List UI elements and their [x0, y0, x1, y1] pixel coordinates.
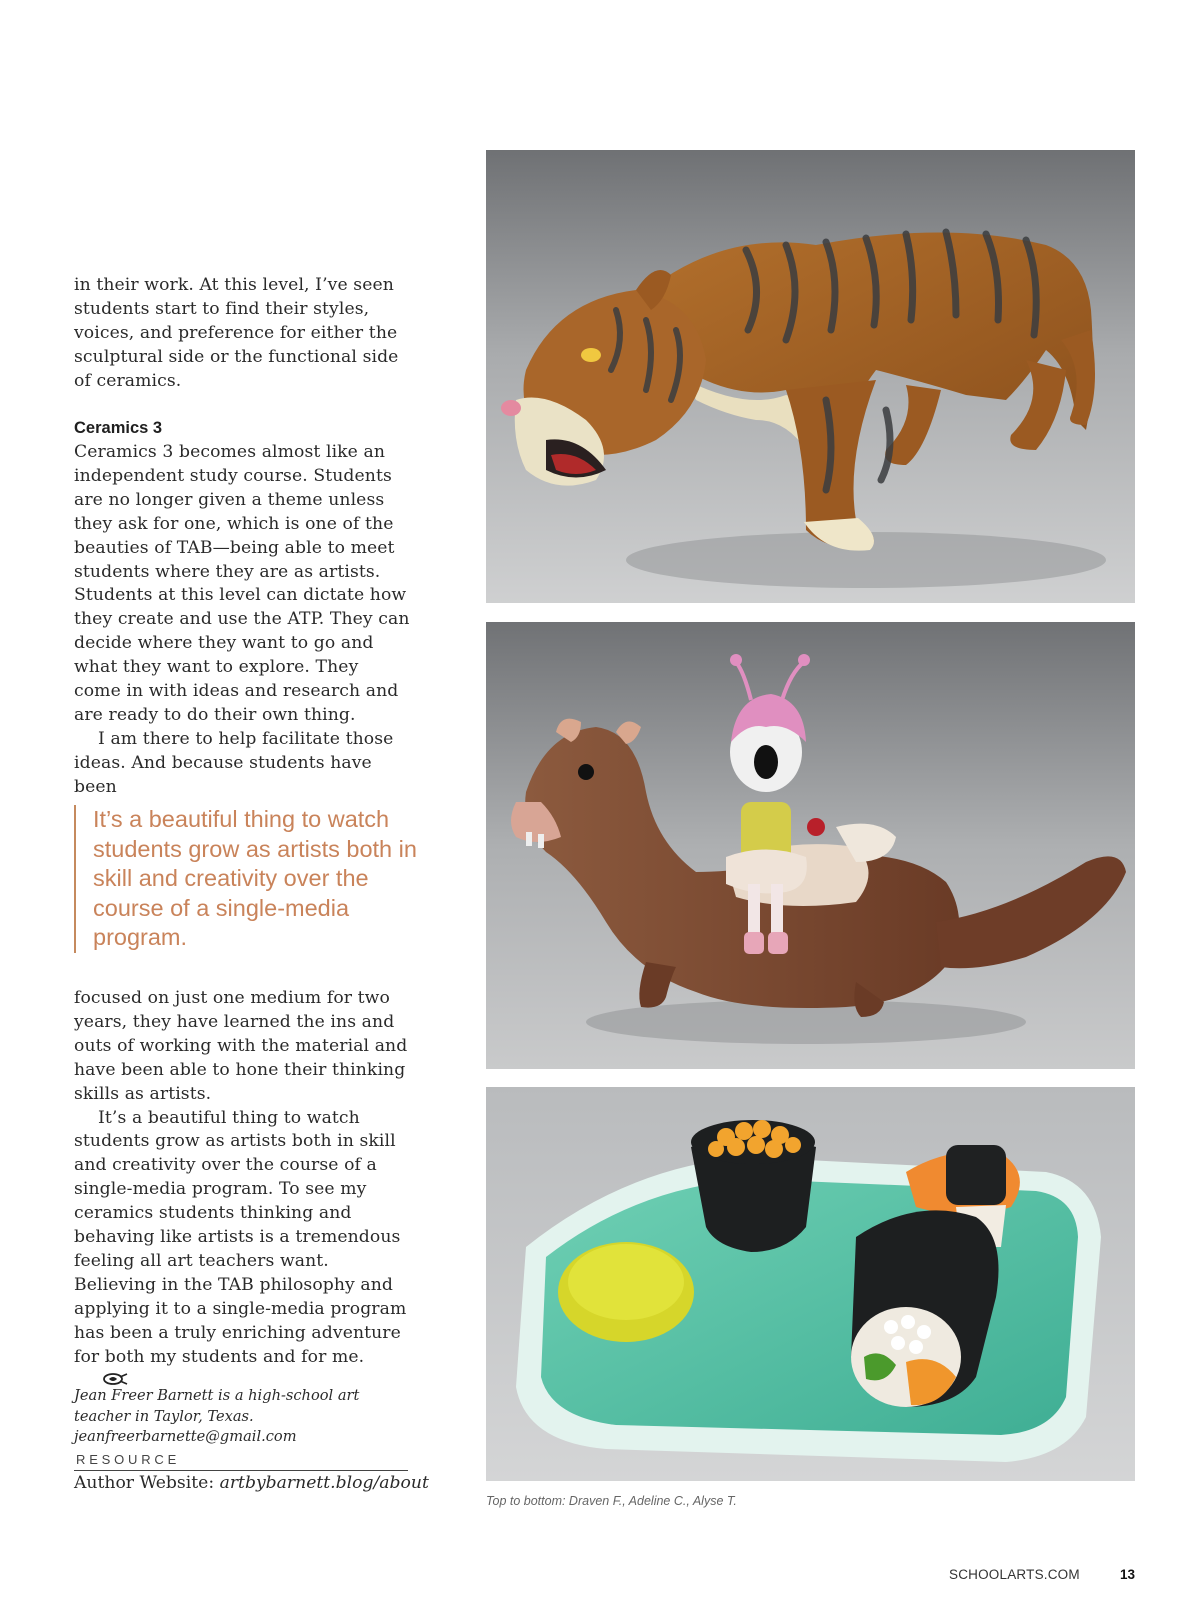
resource-label: RESOURCE [76, 1452, 181, 1467]
paragraph-closing-text: It’s a beautiful thing to watch students grow as artists both in skill and creativity over the course of a single-media program. To see my ceramics students thinking and behaving like artists is a tremendous feeling all art teachers want. Believing in the TAB philosophy and applying it to a single-media program has been a truly enriching adventure for both my students and for me. [74, 1107, 407, 1367]
page-number: 13 [1120, 1567, 1136, 1582]
photo-caption: Top to bottom: Draven F., Adeline C., Alyse T. [486, 1494, 737, 1508]
paragraph-focused: focused on just one medium for two years, they have learned the ins and outs of working with the material and have been able to hone their thinking skills as artists. [74, 988, 408, 1104]
resource-line [74, 1473, 429, 1493]
paragraph-closing [74, 1107, 410, 1394]
paragraph-intro: in their work. At this level, I’ve seen students start to find their styles, voices, and preference for either the sculptural side or the functional side of ceramics. [74, 275, 399, 391]
author-bio: Jean Freer Barnett is a high-school art teacher in Taylor, Texas. jeanfreerbarnette@gmail.com [74, 1387, 360, 1445]
photo-ferret-sculpture [486, 622, 1135, 1069]
resource-divider [74, 1470, 408, 1471]
section-heading: Ceramics 3 [74, 419, 163, 437]
closing-text [74, 987, 410, 1394]
resource-link[interactable]: artbybarnett.blog/about [219, 1473, 429, 1493]
footer-site: SCHOOLARTS.COM [949, 1567, 1080, 1582]
paragraph-facilitate: I am there to help facilitate those ideas. And because students have been [74, 728, 394, 797]
photo-tiger-sculpture [486, 150, 1135, 603]
ceramics3-text [74, 441, 410, 800]
pull-quote: It’s a beautiful thing to watch students grow as artists both in skill and creativity over the course of a single-media program. [74, 805, 423, 953]
resource-prefix: Author Website: [74, 1473, 220, 1493]
paragraph-ceramics3: Ceramics 3 becomes almost like an independent study course. Students are no longer given a theme unless they ask for one, which is one of the beauties of TAB—being able to meet students where they are as artists. Students at this level can dictate how they create and use the ATP. They can decide where they want to go and what they want to explore. They come in with ideas and research and are ready to do their own thing. [74, 442, 410, 725]
photo-sushi-tray-sculpture [486, 1087, 1135, 1481]
